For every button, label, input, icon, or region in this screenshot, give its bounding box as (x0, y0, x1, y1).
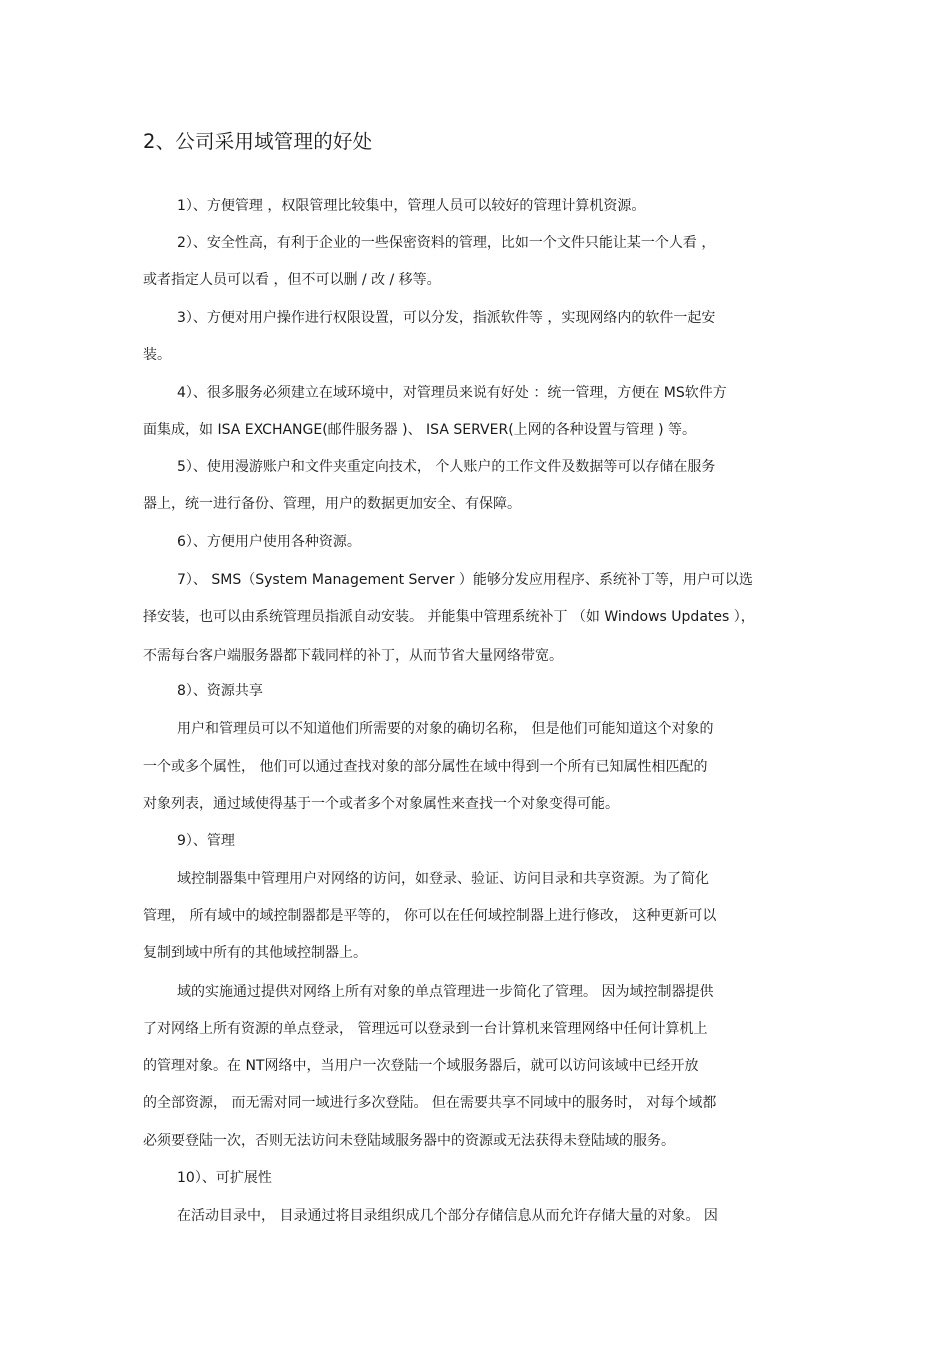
paragraph-line: 3）、方便对用户操作进行权限设置，可以分发，指派软件等 ，实现网络内的软件一起安 (177, 310, 716, 326)
section-heading: 2、公司采用域管理的好处 (143, 130, 373, 153)
paragraph-line: 域控制器集中管理用户对网络的访问，如登录、验证、访问目录和共享资源。为了简化 (177, 871, 709, 887)
paragraph-line: 了对网络上所有资源的单点登录， 管理远可以登录到一台计算机来管理网络中任何计算机上 (143, 1021, 708, 1037)
paragraph-line: 域的实施通过提供对网络上所有对象的单点管理进一步简化了管理。 因为域控制器提供 (177, 984, 714, 1000)
paragraph-line: 9）、管理 (177, 833, 235, 849)
paragraph-line: 器上，统一进行备份、管理，用户的数据更加安全、有保障。 (143, 496, 521, 512)
paragraph-line: 不需每台客户端服务器都下载同样的补丁，从而节省大量网络带宽。 (143, 648, 563, 664)
paragraph-line: 的管理对象。在 NT网络中，当用户一次登陆一个域服务器后，就可以访问该域中已经开放 (143, 1058, 699, 1074)
paragraph-line: 10）、可扩展性 (177, 1170, 272, 1186)
paragraph-line: 管理， 所有域中的域控制器都是平等的， 你可以在任何域控制器上进行修改， 这种更新可以 (143, 908, 717, 924)
paragraph-line: 4）、很多服务必须建立在域环境中，对管理员来说有好处 ：统一管理，方便在 MS软件方 (177, 385, 727, 401)
paragraph-line: 的全部资源， 而无需对同一域进行多次登陆。 但在需要共享不同域中的服务时， 对每个域都 (143, 1095, 717, 1111)
paragraph-line: 1）、方便管理 ，权限管理比较集中，管理人员可以较好的管理计算机资源。 (177, 198, 646, 214)
paragraph-line: 2）、安全性高，有利于企业的一些保密资料的管理，比如一个文件只能让某一个人看 ， (177, 235, 716, 251)
paragraph-line: 6）、方便用户使用各种资源。 (177, 534, 361, 550)
paragraph-line: 一个或多个属性， 他们可以通过查找对象的部分属性在域中得到一个所有已知属性相匹配的 (143, 759, 708, 775)
paragraph-line: 装。 (143, 347, 171, 363)
paragraph-line: 在活动目录中， 目录通过将目录组织成几个部分存储信息从而允许存储大量的对象。 因 (177, 1208, 718, 1224)
paragraph-line: 对象列表，通过域使得基于一个或者多个对象属性来查找一个对象变得可能。 (143, 796, 619, 812)
paragraph-line: 择安装，也可以由系统管理员指派自动安装。 并能集中管理系统补丁 （如 Windows Updates ）， (143, 609, 755, 625)
paragraph-line: 面集成，如 ISA EXCHANGE(邮件服务器 )、 ISA SERVER(上网的各种设置与管理 ) 等。 (143, 422, 697, 438)
paragraph-line: 用户和管理员可以不知道他们所需要的对象的确切名称， 但是他们可能知道这个对象的 (177, 721, 714, 737)
paragraph-line: 必须要登陆一次，否则无法访问未登陆域服务器中的资源或无法获得未登陆域的服务。 (143, 1133, 675, 1149)
paragraph-line: 复制到域中所有的其他域控制器上。 (143, 945, 367, 961)
paragraph-line: 8）、资源共享 (177, 683, 263, 699)
paragraph-line: 5）、使用漫游账户和文件夹重定向技术， 个人账户的工作文件及数据等可以存储在服务 (177, 459, 716, 475)
paragraph-line: 7）、 SMS（System Management Server ）能够分发应用程序、系统补丁等，用户可以选 (177, 572, 753, 588)
paragraph-line: 或者指定人员可以看 ，但不可以删 / 改 / 移等。 (143, 272, 441, 288)
